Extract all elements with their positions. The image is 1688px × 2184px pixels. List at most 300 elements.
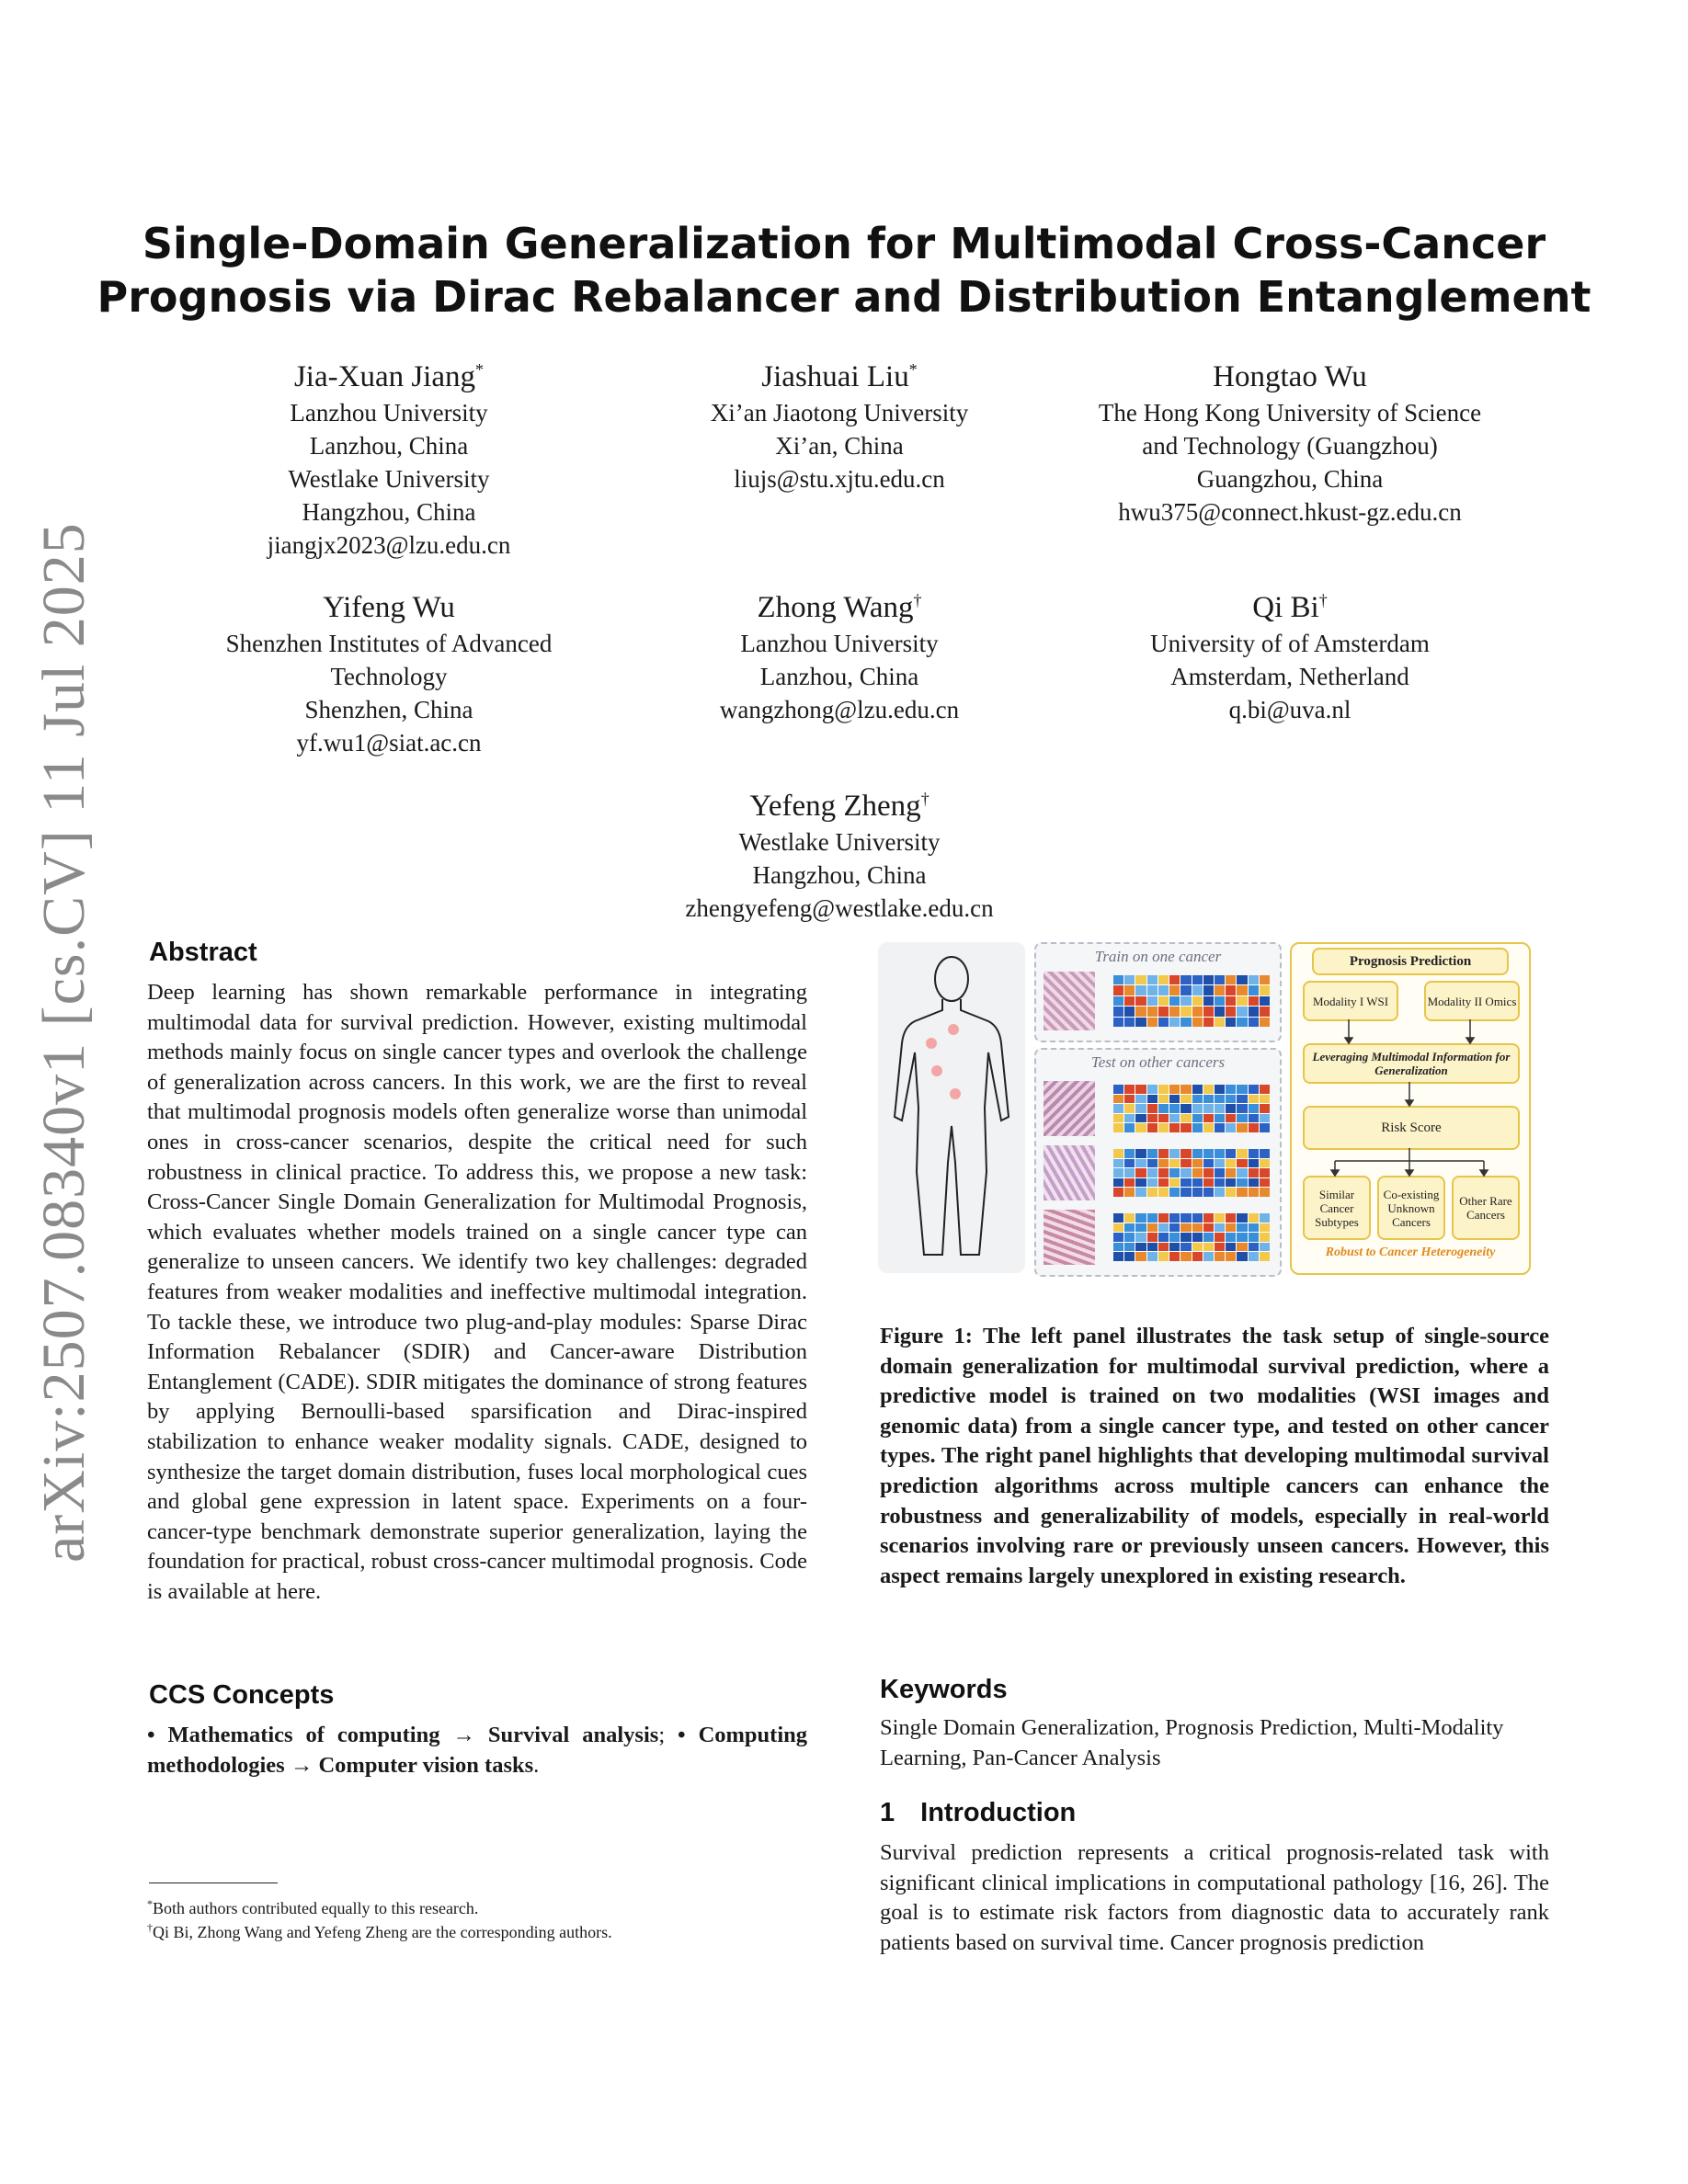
heatmap-cell	[1260, 996, 1270, 1006]
heatmap-cell	[1169, 1233, 1180, 1242]
abstract-text: Deep learning has shown remarkable performance in integrating multimodal data for survival prediction. However, existing multimodal methods mainly focus on single cancer types and overlook the challenge of generalization across cancers. In this work, we are the first to reveal that multimodal prognosis models often generalize worse than unimodal ones in cross-cancer scenarios, despite the critical need for such robustness in clinical practice. To address this, we propose a new task: Cross-Cancer Single Domain Generalization for Multimodal Prognosis, which evaluates whether models trained on a single cancer type can generalize to unseen cancers. We identify two key challenges: degraded features from weaker modalities and ineffective multimodal integration. To tackle these, we introduce two plug-and-play modules: Sparse Dirac Information Rebalancer (SDIR) and Cancer-aware Distribution Entanglement (CADE). SDIR mitigates the dominance of strong features by applying Bernoulli-based sparsification and Dirac-inspired stabilization to enhance weaker modality signals. CADE, designed to synthesize the target domain distribution, fuses local morphological cues and global gene expression in latent space. Experiments on a four-cancer-type benchmark demonstrate superior generalization, laying the foundation for practical, robust cross-cancer multimodal prognosis. Code is available at here.	[147, 980, 807, 1604]
modality-2-box: Modality II Omics	[1424, 981, 1520, 1021]
heatmap-cell	[1192, 985, 1203, 995]
heatmap-cell	[1158, 1168, 1169, 1177]
heatmap-cell	[1169, 996, 1180, 1006]
heatmap-cell	[1226, 1149, 1236, 1158]
heatmap-cell	[1237, 1213, 1247, 1223]
author-name: Hongtao Wu	[1213, 360, 1367, 393]
heatmap-cell	[1147, 1168, 1158, 1177]
author-location: Amsterdam, Netherland	[1170, 663, 1409, 690]
modality-1-box: Modality I WSI	[1303, 981, 1398, 1021]
heatmap-cell	[1158, 1159, 1169, 1168]
heatmap-cell	[1192, 1095, 1203, 1104]
heatmap-cell	[1260, 1007, 1270, 1016]
heatmap-cell	[1249, 1007, 1259, 1016]
heatmap-cell	[1249, 1104, 1259, 1113]
heatmap-cell	[1226, 1114, 1236, 1123]
heatmap-cell	[1124, 1223, 1135, 1233]
heatmap-cell	[1135, 1213, 1146, 1223]
heatmap-cell	[1237, 1114, 1247, 1123]
heatmap-cell	[1226, 1223, 1236, 1233]
heatmap-cell	[1169, 1243, 1180, 1252]
author-location: Lanzhou, China	[759, 663, 919, 690]
heatmap-cell	[1249, 1159, 1259, 1168]
heatmap-cell	[1260, 1252, 1270, 1261]
heatmap-cell	[1226, 1233, 1236, 1242]
heatmap-cell	[1203, 1114, 1214, 1123]
paper-title	[0, 217, 1688, 324]
heatmap-cell	[1124, 996, 1135, 1006]
author-affiliation: University of of Amsterdam	[1150, 630, 1430, 657]
heatmap-cell	[1124, 1095, 1135, 1104]
heatmap-cell	[1135, 996, 1146, 1006]
outcome-box: Similar Cancer Subtypes	[1303, 1176, 1371, 1240]
ccs-heading: CCS Concepts	[149, 1680, 335, 1710]
heatmap-cell	[1215, 1095, 1225, 1104]
prognosis-panel	[1290, 942, 1531, 1275]
heatmap-cell	[1192, 1018, 1203, 1027]
test-label: Test on other cancers	[1090, 1053, 1226, 1071]
heatmap-cell	[1158, 1252, 1169, 1261]
heatmap-cell	[1249, 1252, 1259, 1261]
heatmap-cell	[1135, 1188, 1146, 1197]
heatmap-cell	[1124, 1168, 1135, 1177]
heatmap-cell	[1169, 1114, 1180, 1123]
heatmap-cell	[1260, 1233, 1270, 1242]
heatmap-cell	[1226, 996, 1236, 1006]
heatmap-cell	[1192, 1123, 1203, 1132]
heatmap-cell	[1249, 1213, 1259, 1223]
heatmap-cell	[1113, 1085, 1123, 1094]
heatmap-cell	[1237, 1223, 1247, 1233]
author-affiliation: Xi’an Jiaotong University	[710, 399, 969, 427]
heatmap-cell	[1147, 1233, 1158, 1242]
heatmap-cell	[1180, 1223, 1191, 1233]
heatmap-cell	[1192, 1114, 1203, 1123]
heatmap-cell	[1124, 1252, 1135, 1261]
heatmap-cell	[1124, 1159, 1135, 1168]
heatmap-cell	[1203, 1188, 1214, 1197]
heatmap-cell	[1180, 996, 1191, 1006]
author-affiliation: Shenzhen Institutes of Advanced	[225, 630, 553, 657]
heatmap-cell	[1124, 1188, 1135, 1197]
intro-text: Survival prediction represents a critical prognosis-related task with significant clinical implications in computational pathology [16, 26]. The goal is to estimate risk factors from diagnostic data to accurately rank patients based on survival time. Cancer prognosis prediction	[880, 1840, 1549, 1955]
heatmap-cell	[1180, 1168, 1191, 1177]
heatmap-cell	[1113, 1104, 1123, 1113]
figure-caption: Figure 1: The left panel illustrates the task setup of single-source domain generalization for multimodal survival prediction, where a predictive model is trained on two modalities (WSI images and genomic data) from a single cancer type, and tested on other cancer types. The right panel highlights that developing multimodal survival prediction algorithms across multiple cancers can enhance the robustness and generalizability of models, especially in real-world scenarios involving rare or previously unseen cancers. However, this aspect remains largely unexplored in existing research.	[880, 1324, 1549, 1588]
heatmap-cell	[1158, 975, 1169, 984]
heatmap-cell	[1169, 1018, 1180, 1027]
heatmap-cell	[1249, 1123, 1259, 1132]
heatmap-cell	[1158, 1213, 1169, 1223]
heatmap-cell	[1237, 1007, 1247, 1016]
heatmap-cell	[1249, 1018, 1259, 1027]
author-email: zhengyefeng@westlake.edu.cn	[685, 894, 994, 922]
heatmap-cell	[1135, 1233, 1146, 1242]
heatmap-cell	[1169, 975, 1180, 984]
heatmap-cell	[1135, 1114, 1146, 1123]
heatmap-cell	[1192, 1213, 1203, 1223]
ccs-term: Mathematics of computing	[167, 1723, 440, 1747]
author-affiliation: Lanzhou University	[740, 630, 939, 657]
heatmap-cell	[1260, 975, 1270, 984]
author-email: q.bi@uva.nl	[1228, 696, 1352, 723]
heatmap-cell	[1113, 1159, 1123, 1168]
heatmap-cell	[1249, 985, 1259, 995]
heatmap-cell	[1124, 1104, 1135, 1113]
heatmap-cell	[1203, 996, 1214, 1006]
author-block	[600, 581, 1078, 726]
author-affiliation: Westlake University	[738, 828, 941, 856]
author-affiliation: Lanzhou University	[290, 399, 488, 427]
prognosis-title: Prognosis Prediction	[1312, 948, 1509, 975]
heatmap-cell	[1124, 1178, 1135, 1188]
heatmap-cell	[1135, 1123, 1146, 1132]
heatmap-cell	[1226, 1018, 1236, 1027]
heatmap-cell	[1203, 1243, 1214, 1252]
heatmap-cell	[1147, 1123, 1158, 1132]
heatmap-cell	[1113, 1007, 1123, 1016]
heatmap-cell	[1158, 1188, 1169, 1197]
author-email: liujs@stu.xjtu.edu.cn	[734, 465, 945, 493]
heatmap-cell	[1124, 1114, 1135, 1123]
heatmap-cell	[1113, 1213, 1123, 1223]
wsi-patch	[1044, 1145, 1095, 1200]
section-title: Introduction	[920, 1798, 1077, 1827]
heatmap-cell	[1180, 1159, 1191, 1168]
heatmap-cell	[1124, 1123, 1135, 1132]
heatmap-cell	[1237, 1104, 1247, 1113]
heatmap-cell	[1113, 1114, 1123, 1123]
heatmap-cell	[1124, 1233, 1135, 1242]
heatmap-cell	[1226, 1178, 1236, 1188]
heatmap-cell	[1180, 1104, 1191, 1113]
author-email: wangzhong@lzu.edu.cn	[719, 696, 960, 723]
wsi-patch	[1044, 972, 1095, 1030]
heatmap-cell	[1237, 1085, 1247, 1094]
heatmap-cell	[1180, 1095, 1191, 1104]
heatmap-cell	[1260, 985, 1270, 995]
heatmap-cell	[1260, 1104, 1270, 1113]
heatmap-cell	[1169, 1168, 1180, 1177]
heatmap-cell	[1215, 1104, 1225, 1113]
heatmap-cell	[1237, 1018, 1247, 1027]
heatmap-cell	[1124, 1085, 1135, 1094]
heatmap-cell	[1203, 1123, 1214, 1132]
heatmap-cell	[1113, 975, 1123, 984]
omics-heatmap	[1113, 1149, 1270, 1197]
heatmap-cell	[1113, 1223, 1123, 1233]
keywords-heading: Keywords	[880, 1675, 1008, 1704]
author-block	[600, 350, 1078, 495]
author-location: Shenzhen, China	[304, 696, 473, 723]
heatmap-cell	[1124, 985, 1135, 995]
heatmap-cell	[1124, 1018, 1135, 1027]
heatmap-cell	[1237, 1095, 1247, 1104]
heatmap-cell	[1147, 1007, 1158, 1016]
heatmap-cell	[1260, 1095, 1270, 1104]
footnote-corresponding: †Qi Bi, Zhong Wang and Yefeng Zheng are the corresponding authors.	[147, 1921, 612, 1941]
heatmap-cell	[1203, 1213, 1214, 1223]
author-email: hwu375@connect.hkust-gz.edu.cn	[1118, 498, 1462, 526]
intro-heading	[880, 1798, 1076, 1828]
heatmap-cell	[1147, 1188, 1158, 1197]
heatmap-cell	[1237, 1188, 1247, 1197]
heatmap-cell	[1192, 1007, 1203, 1016]
heatmap-cell	[1215, 1243, 1225, 1252]
heatmap-cell	[1215, 996, 1225, 1006]
heatmap-cell	[1260, 1085, 1270, 1094]
heatmap-cell	[1260, 1159, 1270, 1168]
heatmap-cell	[1215, 975, 1225, 984]
abstract-heading: Abstract	[149, 938, 257, 967]
heatmap-cell	[1169, 1123, 1180, 1132]
outcome-box: Other Rare Cancers	[1452, 1176, 1520, 1240]
heatmap-cell	[1215, 1252, 1225, 1261]
heatmap-cell	[1147, 985, 1158, 995]
heatmap-cell	[1215, 1233, 1225, 1242]
heatmap-cell	[1147, 1114, 1158, 1123]
author-location: Hangzhou, China	[302, 498, 476, 526]
wsi-patch	[1044, 1210, 1095, 1265]
heatmap-cell	[1135, 985, 1146, 995]
heatmap-cell	[1124, 975, 1135, 984]
author-affiliation: Westlake University	[288, 465, 490, 493]
heatmap-cell	[1124, 1213, 1135, 1223]
heatmap-cell	[1113, 1123, 1123, 1132]
heatmap-cell	[1169, 1095, 1180, 1104]
heatmap-cell	[1158, 1178, 1169, 1188]
heatmap-cell	[1215, 1223, 1225, 1233]
heatmap-cell	[1226, 985, 1236, 995]
heatmap-cell	[1237, 975, 1247, 984]
heatmap-cell	[1215, 1018, 1225, 1027]
heatmap-cell	[1147, 1159, 1158, 1168]
heatmap-cell	[1180, 1243, 1191, 1252]
author-location: Guangzhou, China	[1196, 465, 1384, 493]
ccs-term: Computing methodologies	[147, 1723, 808, 1778]
heatmap-cell	[1192, 1178, 1203, 1188]
heatmap-cell	[1147, 1095, 1158, 1104]
heatmap-cell	[1158, 1123, 1169, 1132]
test-panel	[1034, 1048, 1282, 1277]
arxiv-sidebar-id: arXiv:2507.08340v1 [cs.CV] 11 Jul 2025	[30, 522, 97, 1563]
heatmap-cell	[1113, 1095, 1123, 1104]
heatmap-cell	[1260, 1178, 1270, 1188]
heatmap-cell	[1135, 1149, 1146, 1158]
heatmap-cell	[1192, 1159, 1203, 1168]
heatmap-cell	[1158, 1243, 1169, 1252]
heatmap-cell	[1226, 1104, 1236, 1113]
heatmap-cell	[1135, 1018, 1146, 1027]
author-block	[1051, 350, 1529, 529]
heatmap-cell	[1147, 1213, 1158, 1223]
heatmap-cell	[1124, 1007, 1135, 1016]
heatmap-cell	[1147, 1178, 1158, 1188]
heatmap-cell	[1147, 1243, 1158, 1252]
heatmap-cell	[1215, 1123, 1225, 1132]
heatmap-cell	[1192, 1233, 1203, 1242]
heatmap-cell	[1180, 1233, 1191, 1242]
heatmap-cell	[1226, 1095, 1236, 1104]
heatmap-cell	[1203, 1252, 1214, 1261]
heatmap-cell	[1215, 1178, 1225, 1188]
heatmap-cell	[1158, 1223, 1169, 1233]
heatmap-cell	[1135, 1178, 1146, 1188]
author-location: Xi’an, China	[775, 432, 904, 460]
heatmap-cell	[1249, 1114, 1259, 1123]
heatmap-cell	[1113, 1233, 1123, 1242]
heatmap-cell	[1169, 1149, 1180, 1158]
heatmap-cell	[1249, 1243, 1259, 1252]
heatmap-cell	[1169, 1178, 1180, 1188]
heatmap-cell	[1192, 1168, 1203, 1177]
author-affiliation: Technology	[330, 663, 448, 690]
heatmap-cell	[1113, 985, 1123, 995]
heatmap-cell	[1113, 1018, 1123, 1027]
heatmap-cell	[1203, 1018, 1214, 1027]
heatmap-cell	[1135, 1168, 1146, 1177]
section-number: 1	[880, 1798, 895, 1827]
heatmap-cell	[1192, 1223, 1203, 1233]
heatmap-cell	[1135, 1159, 1146, 1168]
ccs-concepts: • Mathematics of computing → Survival analysis; • Computing methodologies → Computer vision tasks.	[147, 1723, 808, 1778]
heatmap-cell	[1203, 1149, 1214, 1158]
heatmap-cell	[1135, 1085, 1146, 1094]
heatmap-cell	[1249, 1095, 1259, 1104]
heatmap-cell	[1215, 1007, 1225, 1016]
heatmap-cell	[1249, 1223, 1259, 1233]
heatmap-cell	[1158, 1095, 1169, 1104]
heatmap-cell	[1260, 1243, 1270, 1252]
heatmap-cell	[1203, 1159, 1214, 1168]
heatmap-cell	[1192, 1149, 1203, 1158]
heatmap-cell	[1260, 1149, 1270, 1158]
heatmap-cell	[1169, 1085, 1180, 1094]
heatmap-cell	[1249, 975, 1259, 984]
heatmap-cell	[1237, 985, 1247, 995]
heatmap-cell	[1260, 1188, 1270, 1197]
heatmap-cell	[1226, 1252, 1236, 1261]
heatmap-cell	[1158, 1007, 1169, 1016]
title-line-2: Prognosis via Dirac Rebalancer and Distribution Entanglement	[97, 272, 1591, 322]
heatmap-cell	[1237, 1178, 1247, 1188]
heatmap-cell	[1203, 1233, 1214, 1242]
heatmap-cell	[1260, 1168, 1270, 1177]
heatmap-cell	[1180, 1252, 1191, 1261]
heatmap-cell	[1192, 1104, 1203, 1113]
author-block	[150, 581, 628, 759]
heatmap-cell	[1215, 1149, 1225, 1158]
heatmap-cell	[1135, 1007, 1146, 1016]
author-block	[150, 350, 628, 562]
heatmap-cell	[1203, 1095, 1214, 1104]
heatmap-cell	[1215, 1085, 1225, 1094]
omics-heatmap	[1113, 1085, 1270, 1132]
heatmap-cell	[1203, 1007, 1214, 1016]
heatmap-cell	[1158, 985, 1169, 995]
heatmap-cell	[1147, 975, 1158, 984]
footnote-equal-contribution: *Both authors contributed equally to this research.	[147, 1897, 479, 1917]
heatmap-cell	[1124, 1149, 1135, 1158]
heatmap-cell	[1226, 1213, 1236, 1223]
heatmap-cell	[1124, 1243, 1135, 1252]
heatmap-cell	[1158, 1085, 1169, 1094]
author-block	[1051, 581, 1529, 726]
heatmap-cell	[1260, 1114, 1270, 1123]
heatmap-cell	[1135, 1252, 1146, 1261]
heatmap-cell	[1180, 1018, 1191, 1027]
heatmap-cell	[1237, 996, 1247, 1006]
heatmap-cell	[1192, 1243, 1203, 1252]
outcome-box: Co-existing Unknown Cancers	[1377, 1176, 1445, 1240]
omics-heatmap	[1113, 975, 1270, 1027]
heatmap-cell	[1249, 996, 1259, 1006]
heatmap-cell	[1147, 1018, 1158, 1027]
heatmap-cell	[1203, 1104, 1214, 1113]
heatmap-cell	[1135, 1243, 1146, 1252]
heatmap-cell	[1180, 975, 1191, 984]
heatmap-cell	[1237, 1159, 1247, 1168]
heatmap-cell	[1169, 1188, 1180, 1197]
heatmap-cell	[1158, 1018, 1169, 1027]
title-line-1: Single-Domain Generalization for Multimodal Cross-Cancer	[142, 219, 1546, 268]
heatmap-cell	[1215, 1188, 1225, 1197]
heatmap-cell	[1226, 1243, 1236, 1252]
train-panel	[1034, 942, 1282, 1042]
heatmap-cell	[1113, 1243, 1123, 1252]
heatmap-cell	[1203, 1223, 1214, 1233]
heatmap-cell	[1169, 1007, 1180, 1016]
heatmap-cell	[1203, 985, 1214, 995]
heatmap-cell	[1203, 1168, 1214, 1177]
heatmap-cell	[1147, 1223, 1158, 1233]
heatmap-cell	[1169, 1159, 1180, 1168]
heatmap-cell	[1158, 1104, 1169, 1113]
risk-score-box: Risk Score	[1303, 1106, 1520, 1150]
heatmap-cell	[1180, 1188, 1191, 1197]
heatmap-cell	[1180, 1149, 1191, 1158]
robust-label: Robust to Cancer Heterogeneity	[1325, 1246, 1496, 1259]
tumor-marker	[950, 1088, 961, 1099]
heatmap-cell	[1203, 975, 1214, 984]
heatmap-cell	[1215, 1213, 1225, 1223]
heatmap-cell	[1226, 1123, 1236, 1132]
heatmap-cell	[1260, 1123, 1270, 1132]
author-location: Hangzhou, China	[752, 861, 927, 889]
heatmap-cell	[1180, 1085, 1191, 1094]
heatmap-cell	[1169, 1104, 1180, 1113]
heatmap-cell	[1249, 1233, 1259, 1242]
heatmap-cell	[1113, 1149, 1123, 1158]
heatmap-cell	[1249, 1168, 1259, 1177]
heatmap-cell	[1249, 1188, 1259, 1197]
heatmap-cell	[1147, 1104, 1158, 1113]
leverage-box: Leveraging Multimodal Information for Generalization	[1303, 1043, 1520, 1084]
heatmap-cell	[1260, 1223, 1270, 1233]
heatmap-cell	[1237, 1252, 1247, 1261]
heatmap-cell	[1215, 1168, 1225, 1177]
heatmap-cell	[1135, 1104, 1146, 1113]
author-name: Jia-Xuan Jiang*	[293, 360, 485, 393]
heatmap-cell	[1158, 1149, 1169, 1158]
heatmap-cell	[1192, 1085, 1203, 1094]
heatmap-cell	[1147, 1149, 1158, 1158]
flow-arrows	[1292, 944, 1529, 1273]
heatmap-cell	[1237, 1123, 1247, 1132]
heatmap-cell	[1147, 996, 1158, 1006]
